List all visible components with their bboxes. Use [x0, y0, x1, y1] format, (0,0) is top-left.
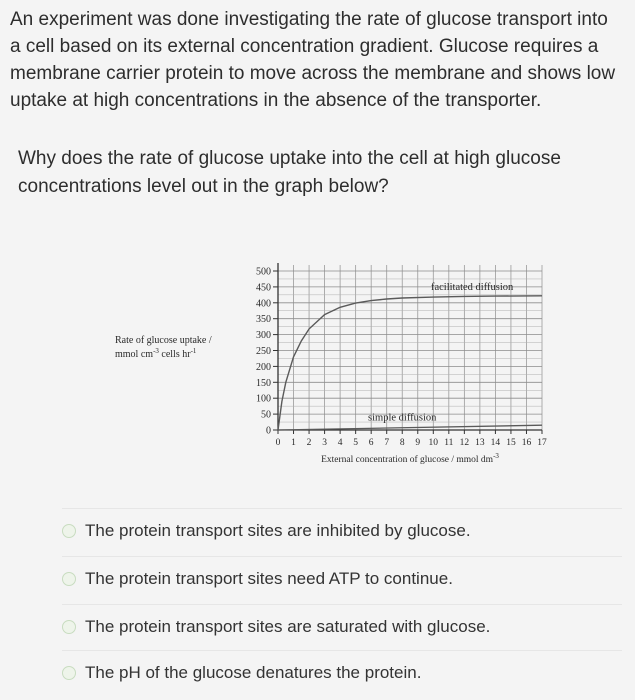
question-text [10, 6, 635, 114]
x-tick-label: 6 [368, 438, 374, 448]
question-line: uptake at high concentrations in the absence of the transporter. [10, 90, 542, 111]
y-tick-label: 0 [266, 425, 271, 437]
x-tick-label: 10 [428, 438, 439, 448]
glucose-uptake-chart [0, 250, 635, 480]
radio-button[interactable] [62, 620, 76, 634]
answer-option-label: The pH of the glucose denatures the protein. [85, 663, 422, 682]
y-axis-label-line2: mmol $cm^{-3}$ cells $hr^{-1}$ [115, 347, 197, 360]
x-tick-label: 7 [384, 438, 390, 448]
x-tick-label: 11 [444, 438, 454, 448]
simple-diffusion-line [278, 425, 542, 430]
y-tick-label: 350 [256, 314, 271, 326]
x-tick-label: 2 [306, 438, 312, 448]
x-tick-label: 1 [291, 438, 296, 448]
x-tick-label: 9 [415, 438, 421, 448]
question-line: a cell based on its external concentration gradient. Glucose requires a [10, 36, 599, 57]
y-tick-label: 100 [256, 393, 271, 405]
answer-option-label: The protein transport sites are inhibited by glucose. [85, 521, 471, 540]
answer-option-3[interactable] [62, 604, 622, 649]
x-tick-label: 14 [490, 438, 501, 448]
x-tick-label: 15 [506, 438, 516, 448]
y-tick-label: 400 [256, 298, 271, 310]
x-tick-label: 3 [322, 438, 327, 448]
x-tick-label: 17 [537, 438, 547, 448]
radio-button[interactable] [62, 666, 76, 680]
y-tick-label: 300 [256, 330, 271, 342]
prompt-line: concentrations level out in the graph below? [18, 176, 389, 197]
y-tick-label: 50 [261, 409, 271, 421]
facilitated-diffusion-line [278, 296, 542, 430]
question-prompt [18, 145, 561, 201]
answer-option-2[interactable] [62, 556, 622, 601]
answer-option-label: The protein transport sites need ATP to continue. [85, 569, 453, 588]
x-tick-label: 5 [353, 438, 359, 448]
y-tick-label: 150 [256, 377, 271, 389]
answer-option-4[interactable] [62, 650, 622, 695]
answer-option-label: The protein transport sites are saturated with glucose. [85, 617, 491, 636]
y-axis-label-line1: Rate of glucose uptake / [115, 335, 212, 346]
x-tick-label: 4 [337, 438, 343, 448]
facilitated-diffusion-label: facilitated diffusion [430, 282, 514, 294]
y-tick-label: 200 [256, 361, 271, 373]
answer-option-1[interactable] [62, 508, 622, 553]
y-tick-label: 250 [256, 346, 271, 357]
radio-button[interactable] [62, 524, 76, 538]
simple-diffusion-label: simple diffusion [368, 412, 437, 424]
question-line: membrane carrier protein to move across the membrane and shows low [10, 63, 616, 84]
x-tick-label: 12 [459, 438, 470, 448]
y-tick-label: 500 [256, 266, 271, 278]
y-tick-label: 450 [256, 282, 271, 294]
x-tick-label: 8 [399, 438, 405, 448]
prompt-line: Why does the rate of glucose uptake into the cell at high glucose [18, 148, 561, 169]
x-tick-label: 13 [475, 438, 485, 448]
question-line: An experiment was done investigating the rate of glucose transport into [10, 9, 608, 30]
x-tick-label: 16 [521, 438, 532, 448]
x-tick-label: 0 [275, 438, 281, 448]
x-axis-label: External concentration of glucose / mmol $dm^{-3}$ [321, 452, 499, 465]
radio-button[interactable] [62, 572, 76, 586]
